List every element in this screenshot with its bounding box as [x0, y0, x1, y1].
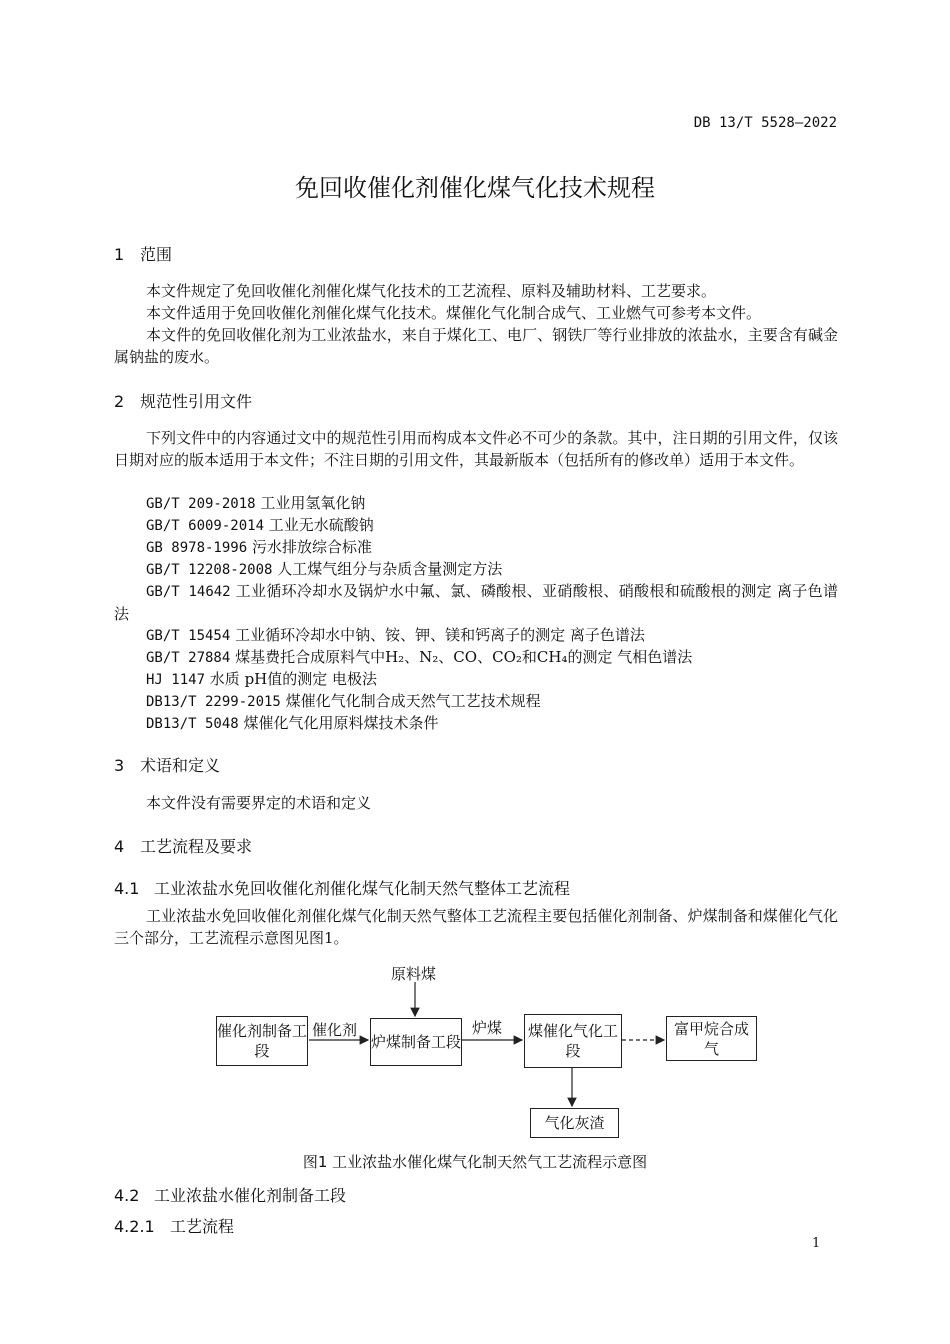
reference-item	[146, 625, 645, 648]
subsection-4-2-1-heading	[114, 1214, 234, 1237]
section-4-heading	[114, 834, 252, 857]
paragraph: 本文件没有需要界定的术语和定义	[146, 794, 372, 812]
section-title: 工业浓盐水催化剂制备工段	[154, 1186, 347, 1205]
reference-item	[146, 537, 372, 560]
reference-title: 工业用氢氧化钠	[260, 494, 366, 512]
reference-code: GB/T 15454	[146, 628, 231, 644]
reference-code: GB/T 6009-2014	[146, 518, 265, 534]
reference-code: HJ 1147	[146, 672, 206, 688]
reference-code: GB 8978-1996	[146, 540, 248, 556]
document-title: 免回收催化剂催化煤气化技术规程	[295, 174, 655, 202]
reference-title: 工业循环冷却水及锅炉水中氟、氯、磷酸根、亚硝酸根、硝酸根和硫酸根的测定 离子色谱法	[114, 582, 838, 623]
reference-item	[146, 669, 377, 692]
section-title: 范围	[140, 245, 173, 264]
figure-caption: 图1 工业浓盐水催化煤气化制天然气工艺流程示意图	[302, 1153, 648, 1171]
furnace-coal-label: 炉煤	[472, 1019, 503, 1037]
section-2-heading	[114, 389, 252, 412]
reference-item	[146, 691, 541, 714]
reference-title: 煤基费托合成原料气中H₂、N₂、CO、CO₂和CH₄的测定 气相色谱法	[235, 648, 693, 666]
reference-code: GB/T 209-2018	[146, 496, 256, 512]
methane-syngas-box: 富甲烷合成气	[666, 1016, 757, 1061]
reference-item	[114, 581, 838, 625]
reference-code: GB/T 27884	[146, 650, 231, 666]
section-number: 4.2.1	[114, 1217, 155, 1236]
reference-title: 工业无水硫酸钠	[268, 516, 374, 534]
furnace-coal-prep-box: 炉煤制备工段	[370, 1018, 462, 1066]
standard-number: DB 13/T 5528—2022	[693, 115, 837, 131]
section-1-heading	[114, 242, 172, 265]
ash-box: 气化灰渣	[530, 1108, 619, 1138]
paragraph: 本文件适用于免回收催化剂催化煤气化技术。煤催化气化制合成气、工业燃气可参考本文件。	[146, 304, 762, 322]
section-number: 4.1	[114, 879, 140, 898]
section-title: 工艺流程	[170, 1217, 235, 1236]
paragraph: 工业浓盐水免回收催化剂催化煤气化制天然气整体工艺流程主要包括催化剂制备、炉煤制备和煤催化气化三个部分，工艺流程示意图见图1。	[114, 907, 838, 947]
reference-code: DB13/T 2299-2015	[146, 694, 281, 710]
reference-title: 人工煤气组分与杂质含量测定方法	[277, 560, 503, 578]
reference-item	[146, 493, 365, 516]
section-number: 3	[114, 756, 125, 775]
catalyst-prep-box: 催化剂制备工段	[216, 1016, 308, 1066]
paragraph: 本文件的免回收催化剂为工业浓盐水，来自于煤化工、电厂、钢铁厂等行业排放的浓盐水，主要含有碱金属钠盐的废水。	[114, 326, 838, 366]
reference-item	[146, 515, 374, 538]
paragraph: 本文件规定了免回收催化剂催化煤气化技术的工艺流程、原料及辅助材料、工艺要求。	[146, 282, 717, 300]
reference-item	[146, 713, 439, 736]
reference-item	[146, 647, 692, 670]
reference-item	[146, 559, 502, 582]
reference-title: 工业循环冷却水中钠、铵、钾、镁和钙离子的测定 离子色谱法	[235, 626, 645, 644]
reference-title: 水质 pH值的测定 电极法	[209, 670, 378, 688]
section-title: 规范性引用文件	[140, 392, 253, 411]
reference-code: GB/T 12208-2008	[146, 562, 273, 578]
reference-title: 煤催化气化用原料煤技术条件	[243, 714, 439, 732]
catalyst-label: 催化剂	[312, 1021, 358, 1039]
section-title: 工艺流程及要求	[140, 837, 253, 856]
section-number: 2	[114, 392, 125, 411]
subsection-4-1-heading	[114, 876, 570, 899]
reference-code: GB/T 14642	[146, 584, 231, 600]
section-number: 4.2	[114, 1186, 140, 1205]
reference-title: 污水排放综合标准	[251, 538, 372, 556]
section-number: 4	[114, 837, 125, 856]
section-title: 术语和定义	[140, 756, 221, 775]
page-number: 1	[812, 1236, 821, 1251]
subsection-4-2-heading	[114, 1183, 346, 1206]
reference-code: DB13/T 5048	[146, 716, 239, 732]
section-title: 工业浓盐水免回收催化剂催化煤气化制天然气整体工艺流程	[154, 879, 571, 898]
raw-coal-label: 原料煤	[391, 965, 437, 983]
paragraph: 下列文件中的内容通过文中的规范性引用而构成本文件必不可少的条款。其中，注日期的引用文件，仅该日期对应的版本适用于本文件；不注日期的引用文件，其最新版本（包括所有的修改单）适用于本文件。	[114, 429, 838, 469]
reference-title: 煤催化气化制合成天然气工艺技术规程	[285, 692, 541, 710]
section-3-heading	[114, 753, 220, 776]
gasification-box: 煤催化气化工段	[524, 1014, 622, 1068]
section-number: 1	[114, 245, 125, 264]
